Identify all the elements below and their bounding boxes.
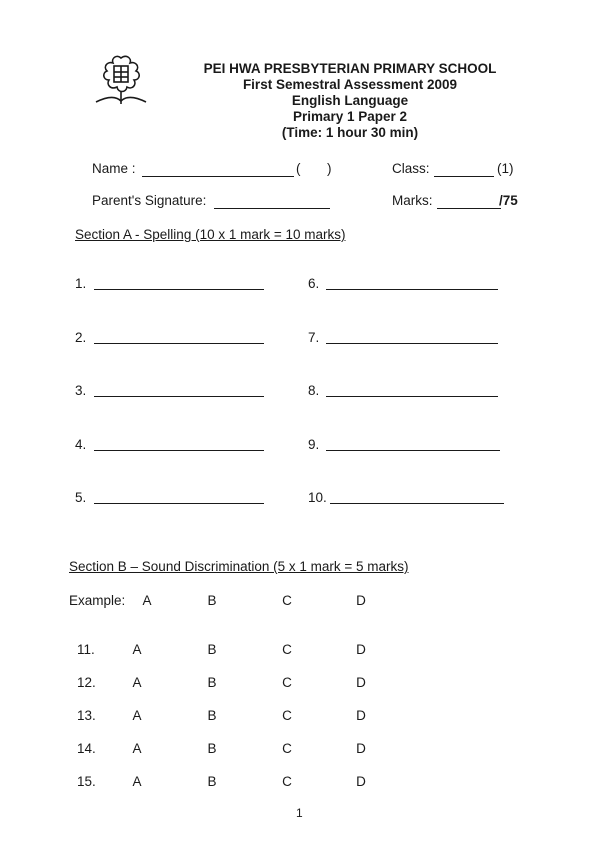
marks-field[interactable] xyxy=(437,208,501,209)
class-value: (1) xyxy=(497,161,514,176)
spelling-item-number: 9. xyxy=(308,437,320,452)
spelling-item-number: 10. xyxy=(308,490,327,505)
option-b[interactable]: B xyxy=(207,708,217,723)
subject-title: English Language xyxy=(291,93,409,108)
option-b[interactable]: B xyxy=(207,675,217,690)
spelling-answer-line[interactable] xyxy=(94,503,264,504)
spelling-answer-line[interactable] xyxy=(94,343,264,344)
register-paren-close: ) xyxy=(327,161,332,176)
paper-title: Primary 1 Paper 2 xyxy=(292,109,408,124)
question-number: 14. xyxy=(77,741,96,756)
spelling-item-number: 4. xyxy=(75,437,87,452)
question-number: 12. xyxy=(77,675,96,690)
marks-label: Marks: xyxy=(392,193,433,208)
spelling-answer-line[interactable] xyxy=(326,343,498,344)
parent-signature-label: Parent's Signature: xyxy=(92,193,207,208)
section-a-title: Section A - Spelling (10 x 1 mark = 10 marks) xyxy=(75,227,346,242)
option-c[interactable]: C xyxy=(282,774,292,789)
option-a[interactable]: A xyxy=(132,741,142,756)
name-label: Name : xyxy=(92,161,136,176)
option-c[interactable]: C xyxy=(282,741,292,756)
spelling-answer-line[interactable] xyxy=(94,289,264,290)
marks-total: /75 xyxy=(499,193,518,208)
spelling-answer-line[interactable] xyxy=(326,289,498,290)
example-label: Example: xyxy=(69,593,126,608)
example-option-c: C xyxy=(282,593,292,608)
option-a[interactable]: A xyxy=(132,642,142,657)
spelling-answer-line[interactable] xyxy=(330,503,504,504)
spelling-answer-line[interactable] xyxy=(94,450,264,451)
question-number: 11. xyxy=(77,642,95,657)
name-field[interactable] xyxy=(142,176,294,177)
class-field[interactable] xyxy=(434,176,494,177)
question-number: 15. xyxy=(77,774,96,789)
option-d[interactable]: D xyxy=(356,708,366,723)
option-b[interactable]: B xyxy=(207,774,217,789)
page-number: 1 xyxy=(296,806,303,820)
option-d[interactable]: D xyxy=(356,774,366,789)
option-d[interactable]: D xyxy=(356,675,366,690)
option-b[interactable]: B xyxy=(207,642,217,657)
class-label: Class: xyxy=(392,161,430,176)
question-number: 13. xyxy=(77,708,96,723)
spelling-item-number: 1. xyxy=(75,276,87,291)
option-a[interactable]: A xyxy=(132,675,142,690)
option-c[interactable]: C xyxy=(282,708,292,723)
example-option-b: B xyxy=(207,593,217,608)
option-d[interactable]: D xyxy=(356,741,366,756)
time-allowed: (Time: 1 hour 30 min) xyxy=(281,125,419,140)
example-option-a: A xyxy=(142,593,152,608)
option-c[interactable]: C xyxy=(282,675,292,690)
school-logo xyxy=(90,52,152,112)
example-option-d: D xyxy=(356,593,366,608)
option-c[interactable]: C xyxy=(282,642,292,657)
option-a[interactable]: A xyxy=(132,708,142,723)
parent-signature-field[interactable] xyxy=(214,208,330,209)
spelling-item-number: 7. xyxy=(308,330,320,345)
spelling-answer-line[interactable] xyxy=(326,450,500,451)
spelling-item-number: 6. xyxy=(308,276,320,291)
spelling-item-number: 5. xyxy=(75,490,87,505)
option-b[interactable]: B xyxy=(207,741,217,756)
spelling-answer-line[interactable] xyxy=(94,396,264,397)
spelling-item-number: 2. xyxy=(75,330,87,345)
assessment-title: First Semestral Assessment 2009 xyxy=(242,77,458,92)
school-name: PEI HWA PRESBYTERIAN PRIMARY SCHOOL xyxy=(203,61,497,76)
spelling-answer-line[interactable] xyxy=(326,396,498,397)
spelling-item-number: 3. xyxy=(75,383,87,398)
option-d[interactable]: D xyxy=(356,642,366,657)
section-b-title: Section B – Sound Discrimination (5 x 1 mark = 5 marks) xyxy=(69,559,409,574)
register-paren-open: ( xyxy=(296,161,301,176)
option-a[interactable]: A xyxy=(132,774,142,789)
spelling-item-number: 8. xyxy=(308,383,320,398)
